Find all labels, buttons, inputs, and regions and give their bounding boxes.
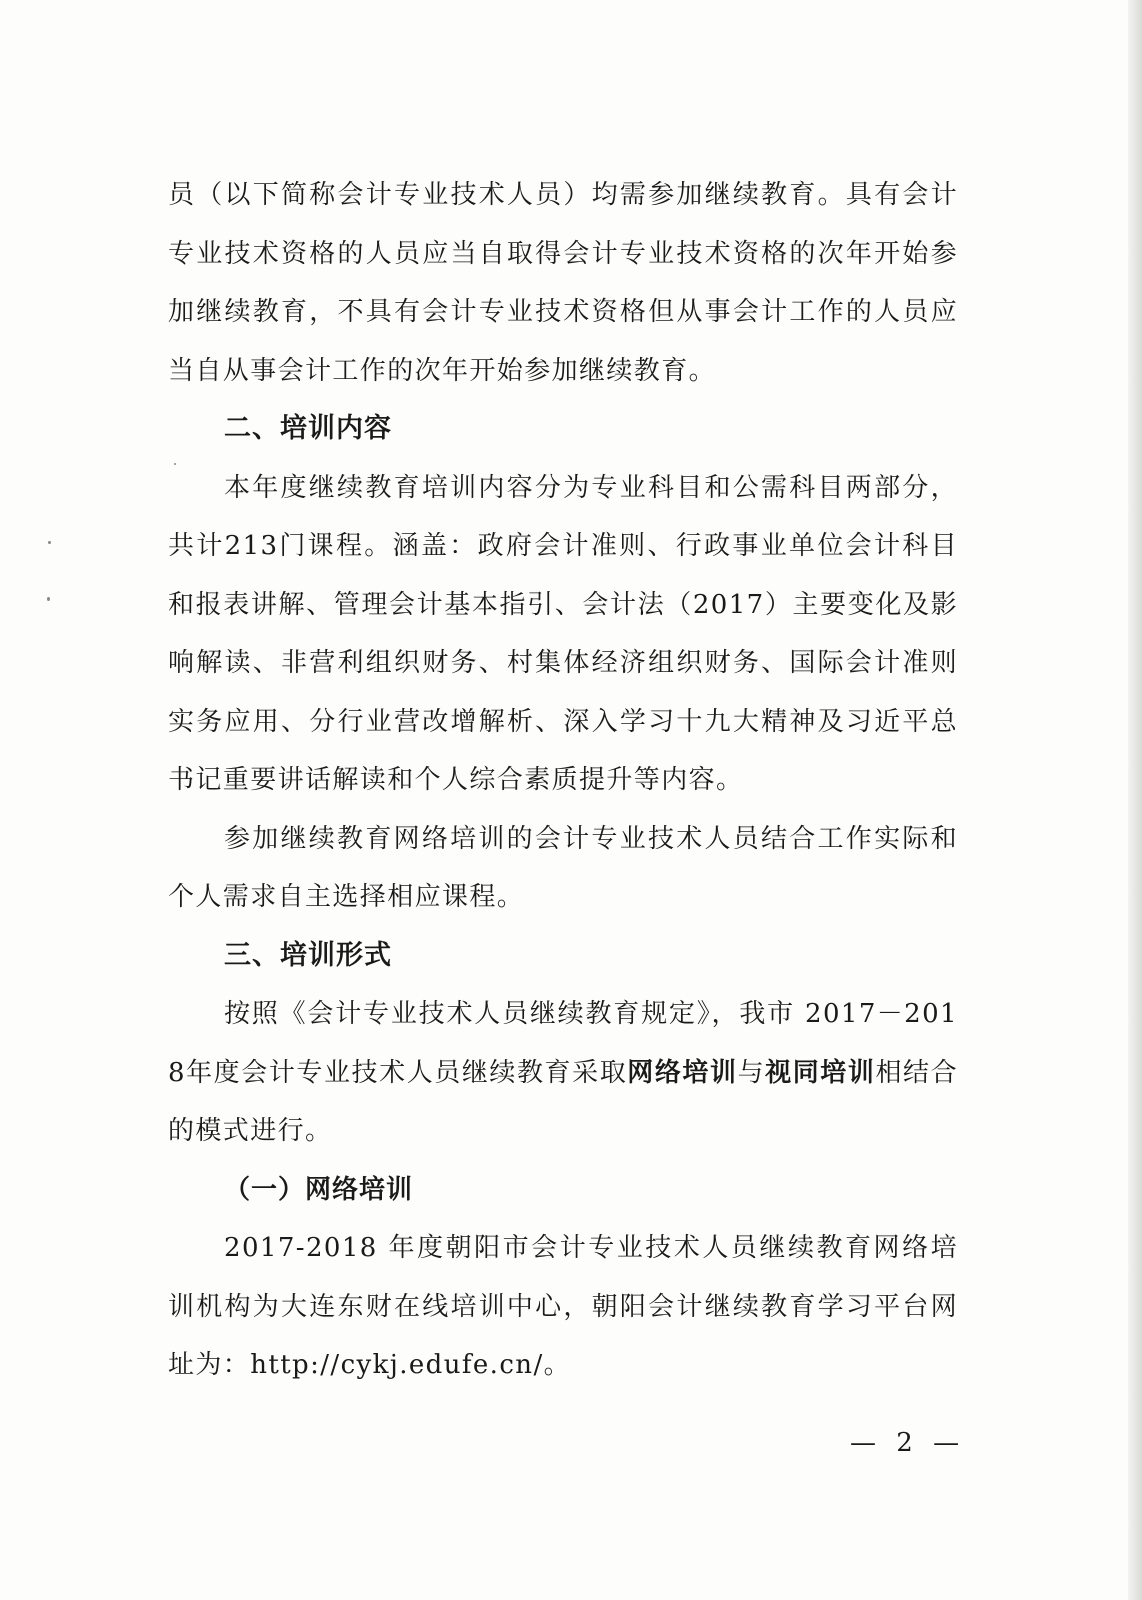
section-heading-training-content: 二、培训内容 xyxy=(224,413,392,444)
format-bold-online: 网络培训 xyxy=(627,1057,738,1088)
scan-speck xyxy=(48,541,51,544)
paragraph-training-content: 本年度继续教育培训内容分为专业科目和公需科目两部分，共计213门课程。涵盖：政府会计准则、行政事业单位会计科目和报表讲解、管理会计基本指引、会计法（2017）主要变化及影响解读、非营利组织财务、村集体经济组织财务、国际会计准则实务应用、分行业营改增解析、深入学习十九大精神及习近平总书记重要讲话解读和个人综合素质提升等内容。 xyxy=(168,472,958,795)
format-text-a: 按照《会计专业技术人员继续教育规定》，我市 2017－2018年度会计专业技术人员继续教育采取 xyxy=(168,999,958,1088)
paragraph-training-format xyxy=(168,985,958,1161)
section-heading-training-format: 三、培训形式 xyxy=(224,939,392,971)
paragraph-eligibility: 员（以下简称会计专业技术人员）均需参加继续教育。具有会计专业技术资格的人员应当自取得会计专业技术资格的次年开始参加继续教育，不具有会计专业技术资格但从事会计工作的人员应当自从事会计工作的次年开始参加继续教育。 xyxy=(168,180,958,386)
paragraph-course-selection: 参加继续教育网络培训的会计专业技术人员结合工作实际和个人需求自主选择相应课程。 xyxy=(168,823,958,912)
document-body xyxy=(168,166,958,1395)
scan-speck xyxy=(47,597,50,601)
subsection-heading-online-training: （一）网络培训 xyxy=(224,1174,414,1205)
page-number: — 2 — xyxy=(850,1428,966,1458)
format-text-b: 与 xyxy=(737,1057,766,1088)
scan-edge xyxy=(1128,0,1142,1600)
format-bold-equivalent: 视同培训 xyxy=(765,1057,876,1088)
paragraph-online-training: 2017-2018 年度朝阳市会计专业技术人员继续教育网络培训机构为大连东财在线培训中心，朝阳会计继续教育学习平台网址为：http://cykj.edufe.cn/。 xyxy=(168,1233,958,1380)
format-text-c: 相结合的模式进行。 xyxy=(168,1057,958,1146)
